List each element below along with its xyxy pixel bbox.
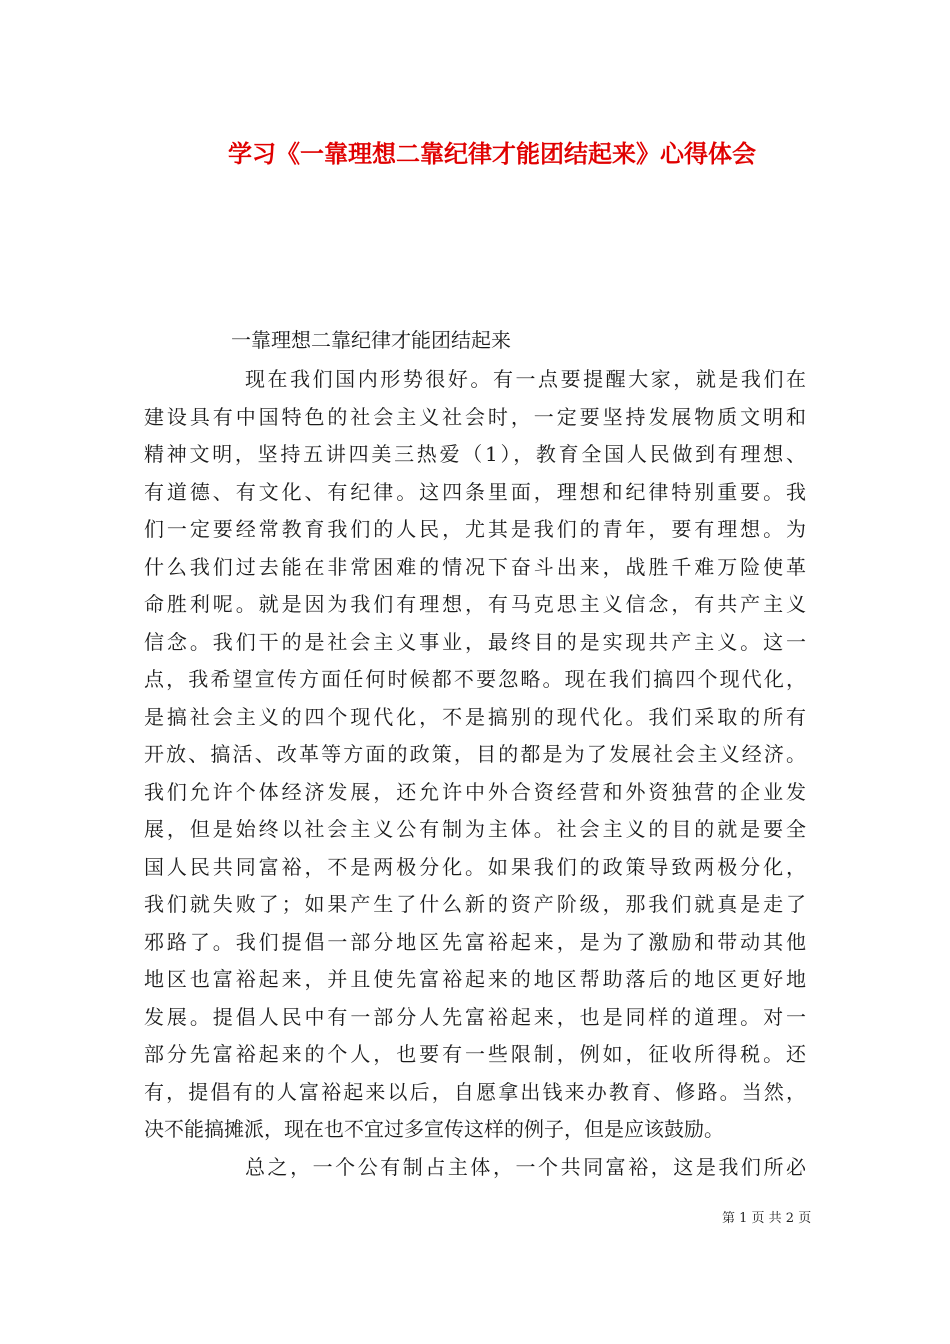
text-line: 有，提倡有的人富裕起来以后，自愿拿出钱来办教育、修路。当然， [144,1079,806,1104]
text-line: 展，但是始终以社会主义公有制为主体。社会主义的目的就是要全 [144,817,806,841]
document-title: 学习《一靠理想二靠纪律才能团结起来》心得体会 [228,139,756,168]
text-line: 总之，一个公有制占主体，一个共同富裕，这是我们所必 [245,1154,806,1179]
text-line: 有道德、有文化、有纪律。这四条里面，理想和纪律特别重要。我 [144,479,806,504]
text-line: 点，我希望宣传方面任何时候都不要忽略。现在我们搞四个现代化， [144,667,806,691]
text-line: 发展。提倡人民中有一部分人先富裕起来，也是同样的道理。对一 [144,1004,806,1029]
text-line: 地区也富裕起来，并且使先富裕起来的地区帮助落后的地区更好地 [144,967,806,991]
text-line: 邪路了。我们提倡一部分地区先富裕起来，是为了激励和带动其他 [144,929,806,954]
text-line: 命胜利呢。就是因为我们有理想，有马克思主义信念，有共产主义 [144,592,806,616]
text-line: 部分先富裕起来的个人，也要有一些限制，例如，征收所得税。还 [144,1042,806,1066]
text-line: 我们就失败了；如果产生了什么新的资产阶级，那我们就真是走了 [144,892,806,916]
text-line: 国人民共同富裕，不是两极分化。如果我们的政策导致两极分化， [144,854,806,879]
document-body [144,361,806,1186]
text-line: 开放、搞活、改革等方面的政策，目的都是为了发展社会主义经济。 [144,742,806,766]
text-line: 什么我们过去能在非常困难的情况下奋斗出来，战胜千难万险使革 [144,554,806,579]
text-line: 现在我们国内形势很好。有一点要提醒大家，就是我们在 [245,367,806,391]
text-line: 我们允许个体经济发展，还允许中外合资经营和外资独营的企业发 [144,779,806,804]
document-subtitle: 一靠理想二靠纪律才能团结起来 [231,328,511,352]
text-line: 是搞社会主义的四个现代化，不是搞别的现代化。我们采取的所有 [144,704,806,729]
text-line: 建设具有中国特色的社会主义社会时，一定要坚持发展物质文明和 [144,404,806,429]
text-line: 信念。我们干的是社会主义事业，最终目的是实现共产主义。这一 [144,629,806,654]
page-number-footer: 第 1 页 共 2 页 [722,1211,812,1226]
text-line: 们一定要经常教育我们的人民，尤其是我们的青年，要有理想。为 [144,517,806,541]
text-line: 精神文明，坚持五讲四美三热爱（1），教育全国人民做到有理想、 [144,442,806,466]
text-line: 决不能搞摊派，现在也不宜过多宣传这样的例子，但是应该鼓励。 [144,1117,724,1141]
